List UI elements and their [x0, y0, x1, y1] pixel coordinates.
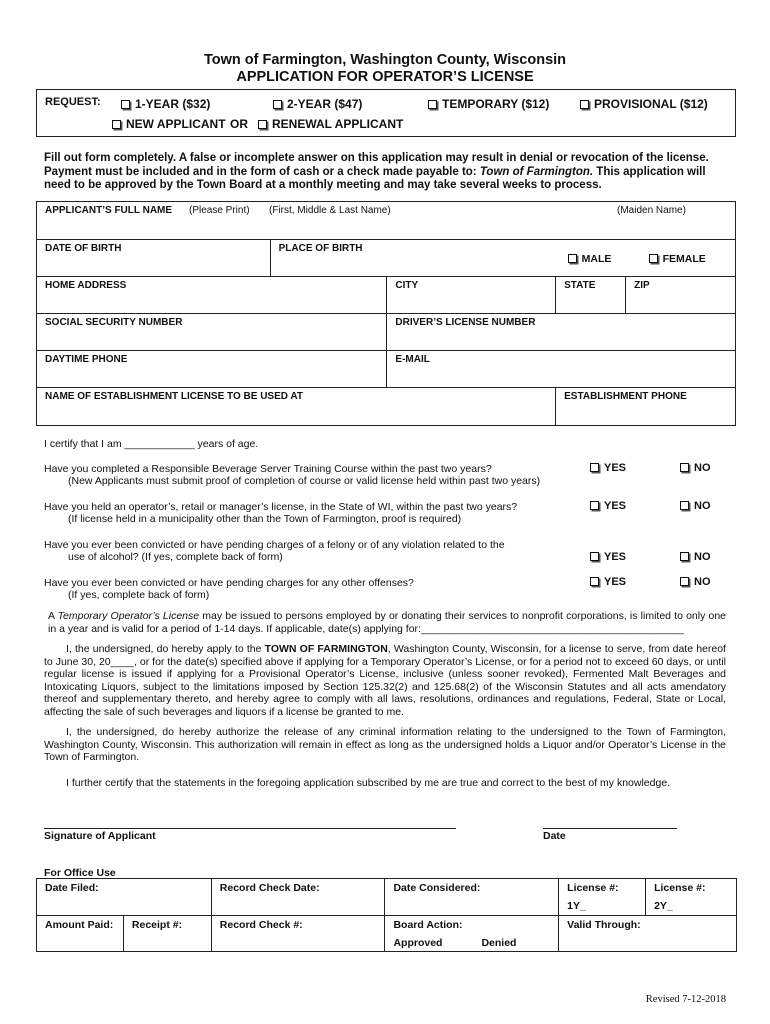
form-subtitle: APPLICATION FOR OPERATOR’S LICENSE	[236, 69, 534, 85]
question-1-note: (New Applicants must submit proof of completion of course or valid license held within past two years)	[68, 475, 541, 487]
q1-no[interactable]: NO	[680, 462, 711, 474]
daytime-phone-field[interactable]: DAYTIME PHONE	[37, 351, 387, 388]
full-name-field[interactable]: APPLICANT’S FULL NAME (Please Print) (First, Middle & Last Name) (Maiden Name)	[37, 202, 736, 240]
checkbox-icon[interactable]	[580, 100, 589, 109]
establishment-field[interactable]: NAME OF ESTABLISHMENT LICENSE TO BE USED AT	[37, 388, 556, 426]
checkbox-icon	[590, 552, 599, 561]
authorization-paragraph: I, the undersigned, do hereby authorize the release of any criminal information relating to the undersigned to the Town of Farmington, Washington County, Wisconsin. This authorization will remain in effect as long as the undersigned holds a Liquor and/or Operator’s License in the Town of Farmington.	[44, 726, 726, 763]
question-3: Have you ever been convicted or have pending charges of a felony or of any violation related to the	[44, 539, 505, 551]
option-new-applicant[interactable]: NEW APPLICANT	[112, 117, 226, 131]
option-2-year[interactable]: 2-YEAR ($47)	[273, 97, 362, 111]
option-provisional[interactable]: PROVISIONAL ($12)	[580, 97, 708, 111]
date-of-birth-field[interactable]: DATE OF BIRTH	[37, 240, 271, 277]
drivers-license-field[interactable]: DRIVER’S LICENSE NUMBER	[387, 314, 736, 351]
q2-no[interactable]: NO	[680, 500, 711, 512]
option-renewal-applicant[interactable]: RENEWAL APPLICANT	[258, 117, 403, 131]
question-2-note: (If license held in a municipality other than the Town of Farmington, proof is required)	[68, 513, 462, 525]
date-considered-cell[interactable]: Date Considered:	[385, 879, 559, 916]
revision-date: Revised 7-12-2018	[645, 994, 726, 1005]
certification-paragraph: I further certify that the statements in the foregoing application subscribed by me are true and correct to the best of my knowledge.	[66, 777, 671, 789]
amount-paid-cell[interactable]: Amount Paid:	[37, 916, 124, 952]
checkbox-icon[interactable]	[649, 254, 658, 263]
date-filed-cell[interactable]: Date Filed:	[37, 879, 212, 916]
valid-through-cell[interactable]: Valid Through:	[559, 916, 737, 952]
gender-female[interactable]: FEMALE	[649, 253, 706, 265]
ssn-field[interactable]: SOCIAL SECURITY NUMBER	[37, 314, 387, 351]
instructions: Fill out form completely. A false or incomplete answer on this application may result in denial or revocation of the license. Payment must be included and in the form of cash or a check made payable to: Town of Farmington. This application will need to be approved by the Town Board at a monthly meeting and may take several weeks to process.	[44, 152, 709, 191]
application-paragraph: I, the undersigned, do hereby apply to the TOWN OF FARMINGTON, Washington County, Wisconsin, for a license to serve, from date hereof to June 30, 20____, or for the date(s) specified above if applying for a Temporary Operator’s License, or for a period not to exceed 60 days, or until regular license is issued if applying for a Provisional Operator’s License, inclusive (unless sooner revoked), Fermented Malt Beverages and Intoxicating Liquors, subject to the limitations imposed by Section 125.32(2) and 125.68(2) of the Wisconsin Statutes and all acts amendatory thereof and supplementary thereto, and hereby agree to comply with all laws, resolutions, ordinances and regulations, Federal, State or Local, affecting the sale of such beverages and liquors if a license be granted to me.	[44, 643, 726, 718]
question-2: Have you held an operator’s, retail or manager’s license, in the State of WI, within the past two years?	[44, 501, 518, 513]
signature-label: Signature of Applicant	[44, 830, 156, 842]
request-label: REQUEST:	[45, 96, 101, 108]
date-label: Date	[543, 830, 566, 842]
date-line[interactable]	[543, 828, 677, 829]
q4-yes[interactable]: YES	[590, 576, 626, 588]
checkbox-icon	[680, 463, 689, 472]
office-use-heading: For Office Use	[44, 867, 116, 879]
question-3-note: use of alcohol? (If yes, complete back of form)	[68, 551, 283, 563]
home-address-field[interactable]: HOME ADDRESS	[37, 277, 387, 314]
checkbox-icon	[590, 501, 599, 510]
checkbox-icon[interactable]	[121, 100, 130, 109]
state-field[interactable]: STATE	[556, 277, 626, 314]
q2-yes[interactable]: YES	[590, 500, 626, 512]
city-field[interactable]: CITY	[387, 277, 556, 314]
checkbox-icon	[590, 577, 599, 586]
license-2y-cell[interactable]: License #: 2Y_	[646, 879, 737, 916]
question-1: Have you completed a Responsible Beverage Server Training Course within the past two years?	[44, 463, 492, 475]
checkbox-icon[interactable]	[273, 100, 282, 109]
license-1y-cell[interactable]: License #: 1Y_	[559, 879, 646, 916]
checkbox-icon[interactable]	[258, 120, 267, 129]
checkbox-icon	[680, 552, 689, 561]
place-of-birth-field[interactable]: PLACE OF BIRTH MALE FEMALE	[270, 240, 735, 277]
applicant-info-table	[36, 201, 736, 426]
email-field[interactable]: E-MAIL	[387, 351, 736, 388]
zip-field[interactable]: ZIP	[626, 277, 736, 314]
question-4-note: (If yes, complete back of form)	[68, 589, 210, 601]
establishment-phone-field[interactable]: ESTABLISHMENT PHONE	[556, 388, 736, 426]
board-action-cell[interactable]: Board Action: Approved Denied	[385, 916, 559, 952]
q3-yes[interactable]: YES	[590, 551, 626, 563]
age-certification: I certify that I am ____________ years of age.	[44, 438, 259, 450]
signature-line[interactable]	[44, 828, 456, 829]
q3-no[interactable]: NO	[680, 551, 711, 563]
checkbox-icon[interactable]	[112, 120, 121, 129]
checkbox-icon[interactable]	[568, 254, 577, 263]
q1-yes[interactable]: YES	[590, 462, 626, 474]
gender-male[interactable]: MALE	[568, 253, 612, 265]
record-check-cell[interactable]: Record Check #:	[211, 916, 385, 952]
checkbox-icon	[590, 463, 599, 472]
option-temporary[interactable]: TEMPORARY ($12)	[428, 97, 549, 111]
option-1-year[interactable]: 1-YEAR ($32)	[121, 97, 210, 111]
receipt-cell[interactable]: Receipt #:	[123, 916, 211, 952]
checkbox-icon	[680, 501, 689, 510]
or-label: OR	[230, 117, 248, 131]
temporary-license-paragraph: A Temporary Operator’s License may be issued to persons employed by or donating their services to nonprofit corporations, is limited to only one in a year and is valid for a period of 1-14 days. If applicable, date(s) applying for:_____________________________________________	[48, 610, 727, 635]
checkbox-icon	[680, 577, 689, 586]
q4-no[interactable]: NO	[680, 576, 711, 588]
office-use-table	[36, 878, 737, 952]
form-title: Town of Farmington, Washington County, Wisconsin	[203, 52, 567, 68]
record-check-date-cell[interactable]: Record Check Date:	[211, 879, 385, 916]
checkbox-icon[interactable]	[428, 100, 437, 109]
question-4: Have you ever been convicted or have pending charges for any other offenses?	[44, 577, 414, 589]
